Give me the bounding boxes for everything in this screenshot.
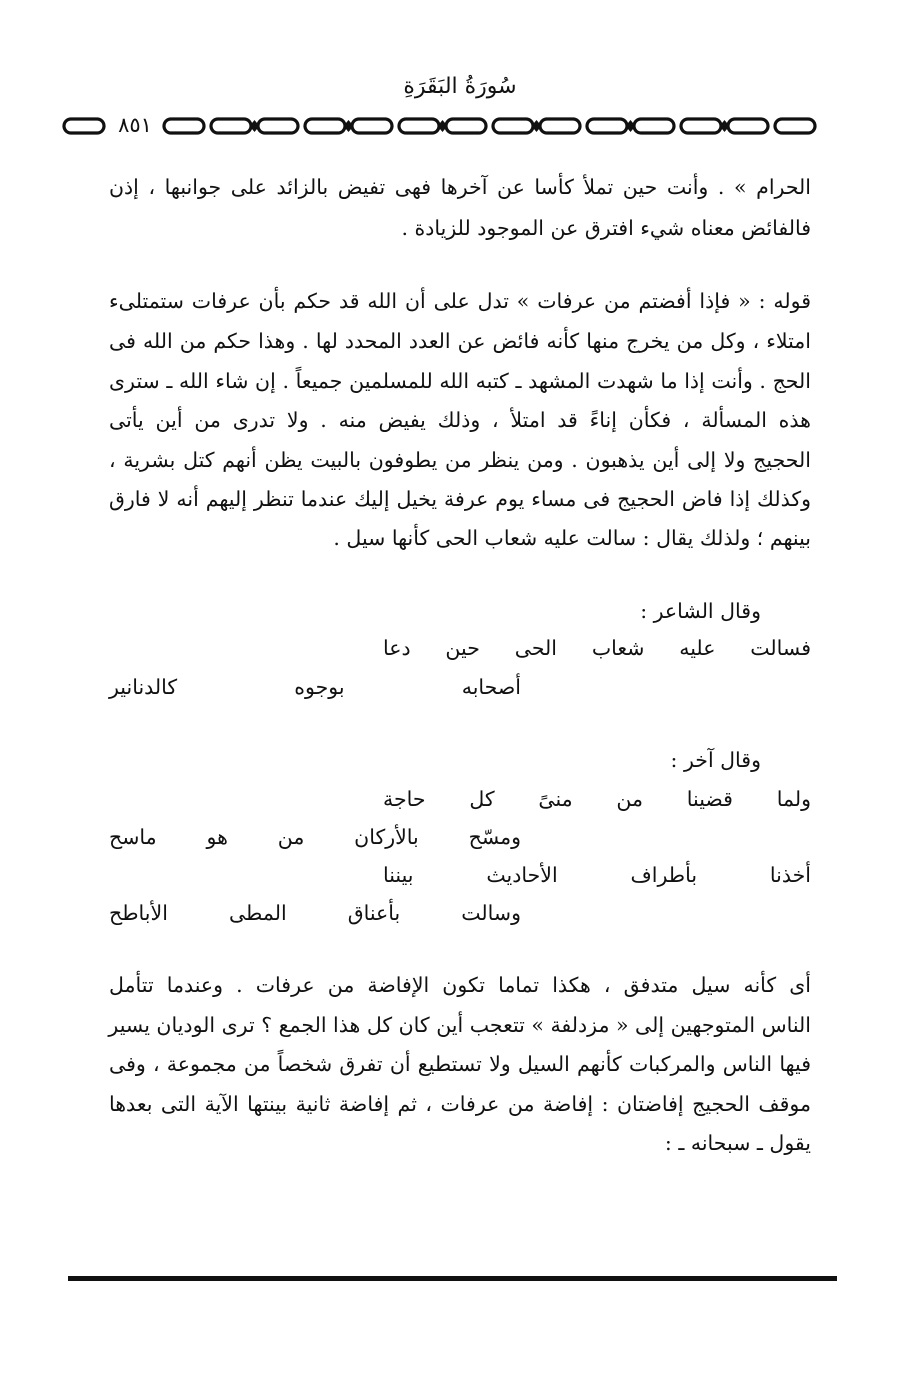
paragraph1-line: الحرام » . وأنت حين تملأ كأسا عن آخرها فهى تفيض بالزائد على جوانبها ، إذن [109,175,811,199]
paragraph2-line: قوله : « فإذا أفضتم من عرفات » تدل على أن الله قد حكم بأن عرفات ستمتلىء [109,289,811,313]
poem2-hemistich: وسالت بأعناق المطى الأباطح [109,901,521,925]
chain-link [164,119,204,133]
paragraph2-line: بينهم ؛ ولذلك يقال : سالت عليه شعاب الحى كأنها سيل . [333,526,811,550]
poem2-intro: وقال آخر : [670,748,761,772]
chain-link [493,119,533,133]
footer-rule [68,1276,837,1281]
chain-link [728,119,768,133]
poem1-hemistich: أصحابه بوجوه كالدنانير [109,675,521,699]
chain-link [681,119,721,133]
poem2-hemistich: أخذنا بأطراف الأحاديث بيننا [383,863,811,887]
paragraph2-line: الحجيج ولا إلى أين يذهبون . ومن ينظر من يطوفون بالبيت يظن أنهم كتل بشرية ، [109,448,811,472]
poem1-intro: وقال الشاعر : [640,599,761,623]
paragraph3-line: أى كأنه سيل متدفق ، هكذا تماما تكون الإفاضة من عرفات . وعندما تتأمل [109,973,811,997]
paragraph3-line: الناس المتوجهين إلى « مزدلفة » تتعجب أين كان كل هذا الجمع ؟ ترى الوديان يسير [108,1013,811,1037]
poem2-hemistich: ومسّح بالأركان من هو ماسح [109,825,521,849]
paragraph2-line: امتلاء ، وكل من يخرج منها كأنه فائض عن العدد المحدد لها . وهذا حكم من الله فى [109,329,811,353]
chain-link [399,119,439,133]
paragraph2-line: هذه المسألة ، فكأن إناءً قد امتلأ ، وذلك يفيض منه . ولا تدرى من أين يأتى [109,408,811,432]
chain-link [634,119,674,133]
paragraph2-line: وكذلك إذا فاض الحجيج فى مساء يوم عرفة يخيل إليك عندما تنظر إليهم أنه لا فارق [109,487,811,511]
paragraph3-line: فيها الناس والمركبات كأنهم السيل ولا تستطيع أن تفرق شخصاً من مجموعة ، وفى [109,1052,811,1076]
header-ornament-border [60,112,840,140]
chain-link [258,119,298,133]
surah-title: سُورَةُ البَقَرَةِ [403,74,517,99]
paragraph3-line: يقول ـ سبحانه ـ : [664,1131,811,1155]
page-number: ٨٥١ [118,113,152,137]
paragraph2-line: الحج . وأنت إذا ما شهدت المشهد ـ كتبه الله للمسلمين جميعاً . إن شاء الله ـ سترى [109,369,811,393]
chain-link [775,119,815,133]
chain-link [540,119,580,133]
poem1-hemistich: فسالت عليه شعاب الحى حين دعا [383,636,811,660]
chain-link [446,119,486,133]
chain-link [211,119,251,133]
poem2-hemistich: ولما قضينا من منىً كل حاجة [383,787,811,811]
chain-link [352,119,392,133]
chain-link [587,119,627,133]
chain-link [305,119,345,133]
paragraph1-line: فالفائض معناه شيء افترق عن الموجود للزيادة . [401,216,811,240]
paragraph3-line: موقف الحجيج إفاضتان : إفاضة من عرفات ، ثم إفاضة ثانية بينتها الآية التى بعدها [109,1092,811,1116]
